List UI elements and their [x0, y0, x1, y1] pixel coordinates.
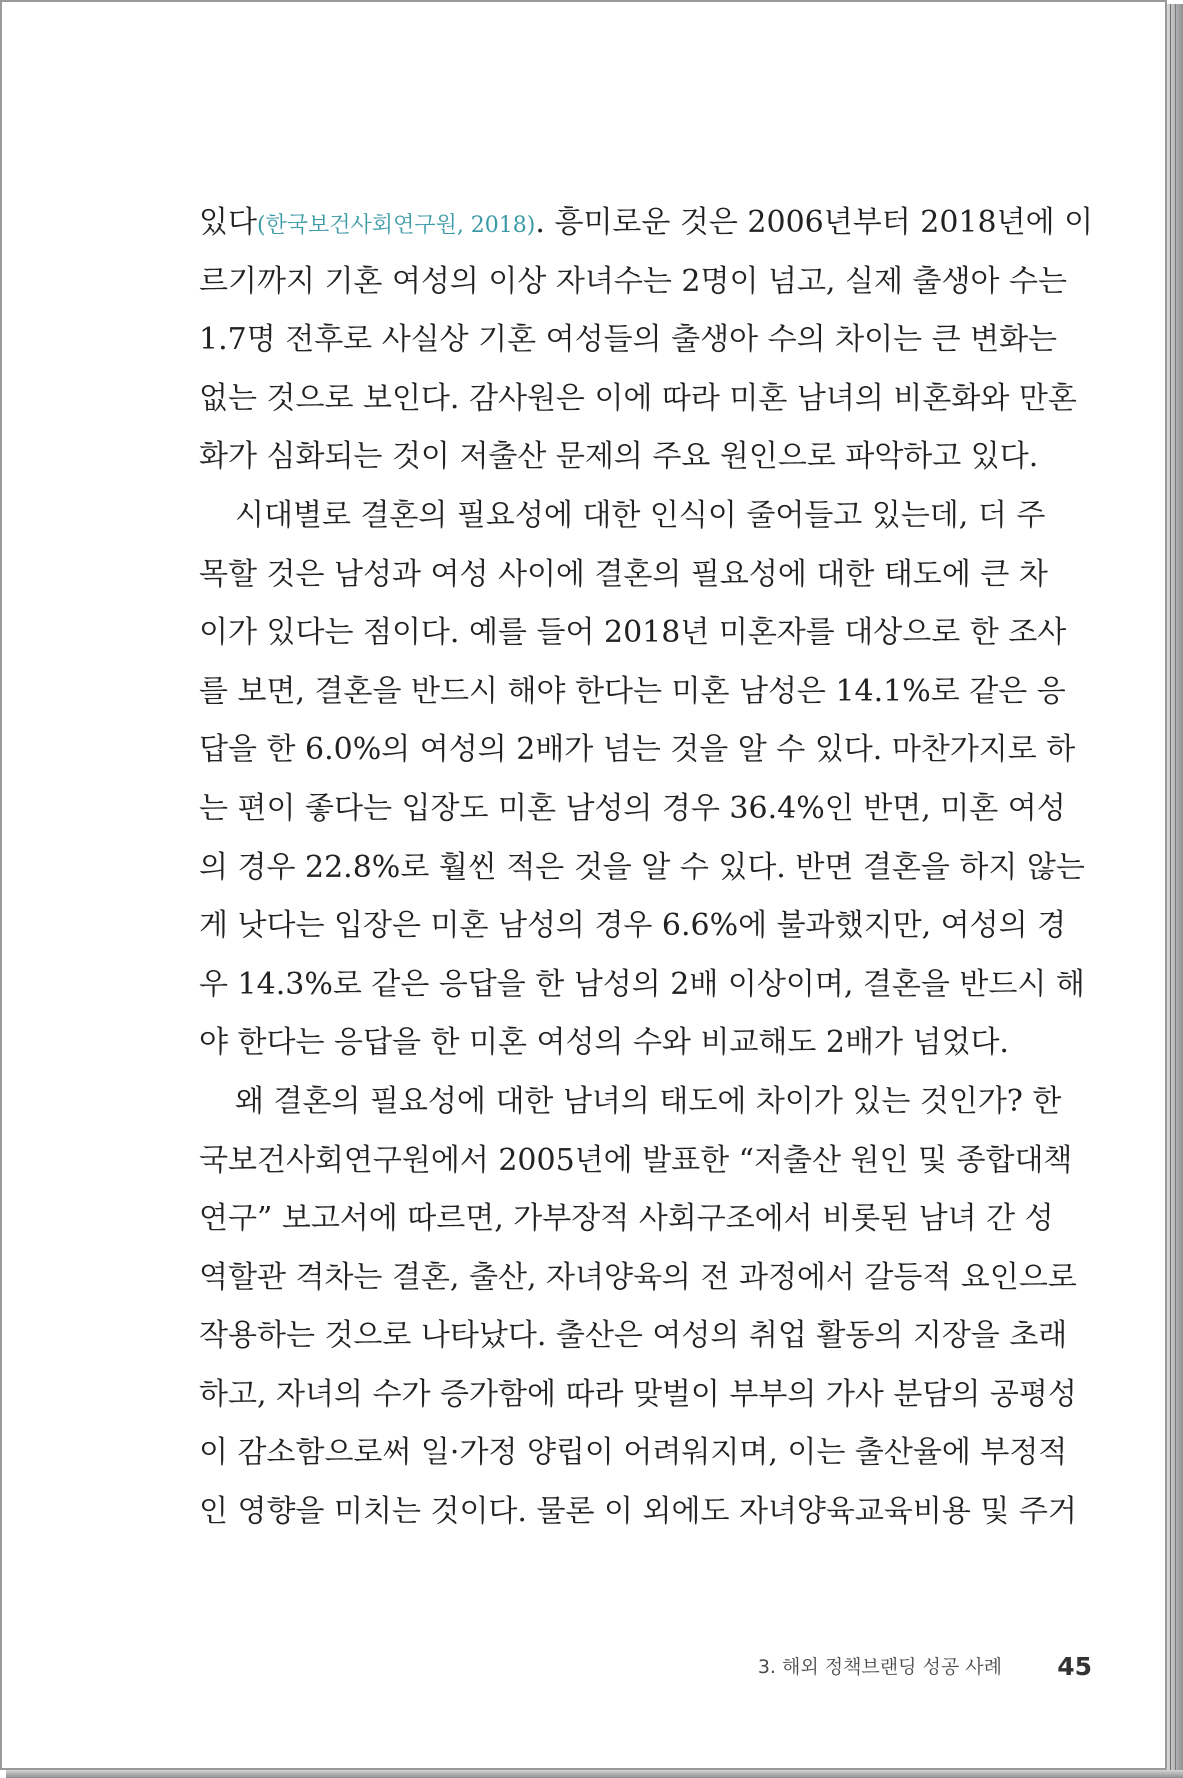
- page-footer: [2, 1652, 1169, 1682]
- text-line: 왜 결혼의 필요성에 대한 남녀의 태도에 차이가 있는 것인가? 한: [235, 1083, 1062, 1119]
- page-edge-bottom: [6, 1770, 1183, 1778]
- text-line: 1.7명 전후로 사실상 기혼 여성들의 출생아 수의 차이는 큰 변화는: [199, 322, 1058, 358]
- text-line: 작용하는 것으로 나타났다. 출산은 여성의 취업 활동의 지장을 초래: [199, 1318, 1068, 1354]
- text-line: 없는 것으로 보인다. 감사원은 이에 따라 미혼 남녀의 비혼화와 만혼: [199, 380, 1077, 416]
- text-line: 화가 심화되는 것이 저출산 문제의 주요 원인으로 파악하고 있다.: [199, 439, 1039, 475]
- text-line: 를 보면, 결혼을 반드시 해야 한다는 미혼 남성은 14.1%로 같은 응: [199, 673, 1066, 709]
- text-line: [199, 194, 1094, 253]
- text-line: 시대별로 결혼의 필요성에 대한 인식이 줄어들고 있는데, 더 주: [235, 497, 1046, 533]
- text-line: 이 감소함으로써 일·가정 양립이 어려워지며, 이는 출산율에 부정적: [199, 1435, 1068, 1471]
- running-footer-section: 3. 해외 정책브랜딩 성공 사례: [757, 1656, 1002, 1678]
- text-line: 답을 한 6.0%의 여성의 2배가 넘는 것을 알 수 있다. 마찬가지로 하: [199, 732, 1076, 768]
- citation: (한국보건사회연구원, 2018): [256, 213, 536, 238]
- text-line: 는 편이 좋다는 입장도 미혼 남성의 경우 36.4%인 반면, 미혼 여성: [199, 790, 1066, 826]
- body-text: [199, 194, 1094, 1542]
- text-line: 목할 것은 남성과 여성 사이에 결혼의 필요성에 대한 태도에 큰 차: [199, 556, 1048, 592]
- text-line: 국보건사회연구원에서 2005년에 발표한 “저출산 원인 및 종합대책: [199, 1142, 1073, 1178]
- page-edge-right: [1167, 4, 1183, 1778]
- text-fragment: 있다: [199, 205, 257, 240]
- text-line: 야 한다는 응답을 한 미혼 여성의 수와 비교해도 2배가 넘었다.: [199, 1025, 1009, 1061]
- text-line: 연구” 보고서에 따르면, 가부장적 사회구조에서 비롯된 남녀 간 성: [199, 1201, 1054, 1237]
- text-line: 인 영향을 미치는 것이다. 물론 이 외에도 자녀양육교육비용 및 주거: [199, 1494, 1077, 1530]
- text-line: 의 경우 22.8%로 훨씬 적은 것을 알 수 있다. 반면 결혼을 하지 않는: [199, 849, 1085, 885]
- text-line: 우 14.3%로 같은 응답을 한 남성의 2배 이상이며, 결혼을 반드시 해: [199, 966, 1085, 1002]
- text-line: 르기까지 기혼 여성의 이상 자녀수는 2명이 넘고, 실제 출생아 수는: [199, 263, 1067, 299]
- page-number: 45: [1057, 1652, 1092, 1681]
- text-line: 게 낫다는 입장은 미혼 남성의 경우 6.6%에 불과했지만, 여성의 경: [199, 908, 1067, 944]
- text-line: 이가 있다는 점이다. 예를 들어 2018년 미혼자를 대상으로 한 조사: [199, 615, 1067, 651]
- text-line: 하고, 자녀의 수가 증가함에 따라 맞벌이 부부의 가사 분담의 공평성: [199, 1376, 1077, 1412]
- text-fragment: . 흥미로운 것은 2006년부터 2018년에 이: [535, 205, 1094, 240]
- text-line: 역할관 격차는 결혼, 출산, 자녀양육의 전 과정에서 갈등적 요인으로: [199, 1259, 1077, 1295]
